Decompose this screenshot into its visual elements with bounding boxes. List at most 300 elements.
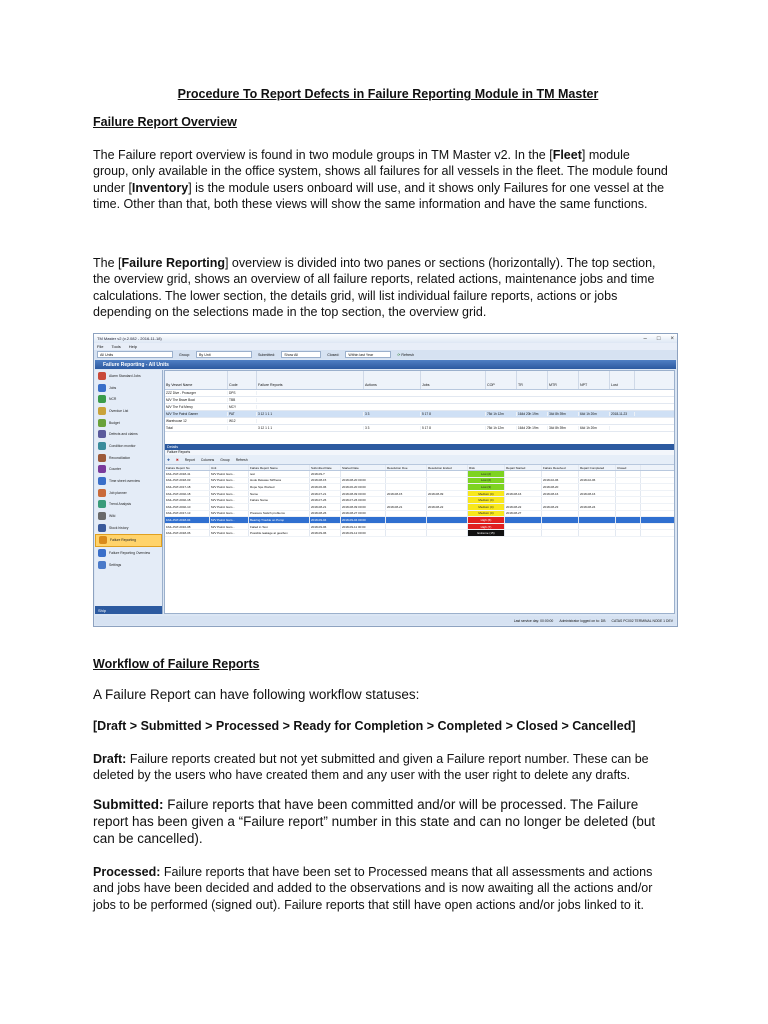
details-cell: 2018-09-? [310,471,341,477]
module-icon [98,442,106,450]
paragraph-overview [93,147,668,213]
menu-tools[interactable]: Tools [111,344,121,349]
details-cell [616,491,641,497]
details-cell [579,471,616,477]
details-cell: M/V Patrol Gam... [210,478,249,484]
details-cell [505,471,542,477]
details-cell: 2018-08-09 00:00 [341,504,386,510]
details-cell: Failed in Test [249,524,310,530]
details-column-header[interactable]: Closed [616,465,641,470]
risk-badge: Medium (4) [468,504,505,510]
text-run: ] is the module users onboard will use, and it shows only Failures for one vessel at the time. Other than that, both these views will show the same information and have the same functions. [93,180,665,212]
sidebar-item-label: Counter [109,467,122,472]
overview-cell: 3 3 [364,412,421,416]
sidebar-item[interactable] [95,382,162,394]
overview-column-header[interactable]: Lost [610,371,635,389]
menu-file[interactable]: File [97,344,104,349]
risk-badge: Extreme (15) [468,530,505,536]
details-cell [427,517,468,523]
details-cell: 2018-02-06 [579,478,616,484]
submitted-select[interactable]: Show All [281,351,321,358]
details-row[interactable] [165,484,674,491]
overview-grid-body [165,390,674,432]
module-icon [98,465,106,473]
details-cell [579,517,616,523]
details-cell: 2018-08-16 [542,491,579,497]
details-cell: 2018-08-23 [542,504,579,510]
details-cell: 2018-09-11 00:00 [341,524,386,530]
sidebar-item-label: Overdue List [109,408,129,413]
details-cell [386,497,427,503]
details-cell: M/V Patrol Gam... [210,497,249,503]
sidebar-item-label: Job planner [109,490,127,495]
paragraph-processed [93,864,668,913]
sidebar [95,370,163,614]
details-cell: 2018-09-06 [310,530,341,536]
module-icon [98,384,106,392]
main-pane [164,370,675,614]
details-cell [616,497,641,503]
overview-cell: DPS [228,391,257,395]
overview-grid-header [165,371,674,390]
toolbar [94,350,677,359]
refresh-button[interactable] [397,353,414,357]
overview-cell: 164d 20h 19m [517,426,548,430]
details-cell: FAIL-PAT-2002-18 [165,491,210,497]
details-row[interactable] [165,478,674,485]
details-column-header[interactable]: Failure Report Name [249,465,310,470]
bold-text-failure-reporting: Failure Reporting [121,256,225,270]
details-cell: M/V Patrol Gam... [210,530,249,536]
details-cell [386,517,427,523]
details-cell: 2018-08-27 00:00 [341,511,386,517]
details-cell [427,524,468,530]
menu-help[interactable]: Help [128,344,138,349]
overview-row[interactable] [165,390,674,397]
overview-cell: MCY [228,405,257,409]
sidebar-item[interactable] [95,393,162,405]
text-run: ] overview is divided into two panes or sections (horizontally). The top section, the overview grid, shows an overview of all failure reports, related actions, maintenance jobs and time calculations. The lower section, the details grid, will list individual failure reports, actions or jobs depending on the selections made in the top section, the overview grid. [93,256,656,320]
overview-cell: 75d 1h 12m [486,426,517,430]
risk-badge: Low (3) [468,484,505,490]
details-cell: M/V Patrol Gam... [210,491,249,497]
label-submitted: Submitted: [93,797,164,812]
overview-cell: 2018-11-23 [610,412,635,416]
sidebar-item[interactable] [95,534,162,548]
overview-cell: 64d 1h 20m [579,412,610,416]
details-cell: FAIL-PAT-2017-13 [165,511,210,517]
window-title: TM Master v2 (v.2.082 - 2016-11-18) [97,336,162,341]
paragraph-draft [93,751,668,784]
overview-cell: 3 3 [364,426,421,430]
module-icon [98,561,106,569]
overview-row[interactable] [165,404,674,411]
details-column-header[interactable]: Risk [468,465,505,470]
text-run: Failure reports that have been committed and/or will be processed. The Failure report has been given a “Failure report” number in this state and can no longer be deleted (but can be cancelled). [93,797,656,846]
details-cell: Failure Name [249,497,310,503]
details-toolbar [165,455,674,465]
status-service-day: Last service day: 00:00:00 [513,618,554,623]
sidebar-item[interactable] [95,475,162,487]
sidebar-item-label: Settings [109,562,122,567]
module-icon [98,395,106,403]
module-icon [98,549,106,557]
group-select[interactable]: By Unit [196,351,252,358]
overview-cell: 164d 20h 19m [517,412,548,416]
sidebar-item-label: Reconciliation [109,455,131,460]
overview-row[interactable] [165,425,674,432]
label-processed: Processed: [93,865,161,879]
new-icon[interactable]: ✚ [167,457,170,462]
details-cell: 2018-08-16 [505,491,542,497]
risk-badge: Medium (4) [468,497,505,503]
overview-cell: Total [165,426,228,430]
details-cell [616,471,641,477]
risk-badge: Medium (4) [468,511,505,517]
overview-column-header[interactable]: NPT [579,371,610,389]
details-cell: 2018-08-22 [427,504,468,510]
sidebar-item-label: Wiki [109,514,116,519]
details-cell: 2018-08-21 [310,504,341,510]
details-cell [427,530,468,536]
details-column-header[interactable]: Resolution Ended [427,465,468,470]
details-cell [542,511,579,517]
sidebar-item[interactable] [95,428,162,440]
closed-label: Closed: [327,352,340,357]
overview-cell: 3 12 1 1 1 [257,412,364,416]
details-cell: 2018-08-15 [386,491,427,497]
details-cell: 2018-09-12 00:00 [341,530,386,536]
overview-column-header[interactable]: Jobs [421,371,486,389]
status-login: Administrator logged on to: DB [559,618,606,623]
overview-cell: 3 12 1 1 1 [257,426,364,430]
details-cell [427,484,468,490]
details-cell: 2018-08-21 [386,504,427,510]
overview-row[interactable] [165,418,674,425]
details-cell [427,478,468,484]
module-icon [98,500,106,508]
details-cell: FAIL-PAT-2018-41 [165,471,210,477]
sidebar-item[interactable] [95,405,162,417]
columns-button[interactable]: Columns [200,457,215,462]
details-cell [616,517,641,523]
window-titlebar [94,334,677,343]
section-heading-overview: Failure Report Overview [93,115,237,129]
details-row[interactable] [165,511,674,518]
overview-cell: 5 17 8 [421,426,486,430]
module-icon [99,536,107,544]
sidebar-item[interactable] [95,510,162,522]
details-cell [542,517,579,523]
details-cell: 2018-08-27 [505,511,542,517]
details-row[interactable] [165,491,674,498]
module-icon [98,524,106,532]
overview-cell: 64d 1h 20m [579,426,610,430]
label-draft: Draft: [93,752,127,766]
details-cell: 2018-09-04 00:00 [341,517,386,523]
details-cell [505,524,542,530]
details-cell [386,484,427,490]
text-run: Failure reports that have been set to Processed means that all assessments and actions and jobs have been decided and added to the observations and is now awaiting all the actions and/or jobs to be performed (signed out). Failure reports that still have open actions and/or jobs linked to it. [93,865,653,912]
sidebar-item[interactable] [95,547,162,559]
details-cell: 2018-08-24 [579,504,616,510]
sidebar-item-label: Failure Reporting Overview [109,551,151,556]
details-cell: 2018-08-09 [427,491,468,497]
details-cell [579,511,616,517]
sidebar-item[interactable] [95,452,162,464]
minimize-icon[interactable]: – [643,335,647,342]
details-cell [249,504,310,510]
details-cell: 2018-08-22 [505,504,542,510]
sidebar-item[interactable] [95,417,162,429]
overview-cell: M/V The Patrol Gamer [165,412,228,416]
details-cell [542,524,579,530]
details-cell [386,530,427,536]
details-cell: 2018-08-15 [310,478,341,484]
sidebar-item-label: Defects and claims [109,432,138,437]
details-cell: 2018-09-06 [310,524,341,530]
sidebar-item-label: Alarm Standard Jobs [109,373,141,378]
module-icon [98,372,106,380]
sidebar-item-label: Time sheet overview [109,479,140,484]
details-cell [542,530,579,536]
page-title: Procedure To Report Defects in Failure Reporting Module in TM Master [177,87,599,101]
details-tab[interactable]: Failure Reports [165,450,674,455]
details-row[interactable] [165,517,674,524]
sidebar-footer[interactable]: Ship [95,606,162,614]
overview-cell: 5 17 8 [421,412,486,416]
details-cell: Name [249,491,310,497]
details-column-header[interactable]: Started Date [341,465,386,470]
details-cell [616,478,641,484]
menu-bar [94,343,677,350]
refresh-label: Refresh [401,352,414,357]
group-label: Group: [179,352,190,357]
overview-cell: M/V The Ful Mercy [165,405,228,409]
details-cell: FAIL-PAT-2017-18 [165,484,210,490]
details-cell: M/V Patrol Gam... [210,471,249,477]
module-icon [98,477,106,485]
module-header-title: Failure Reporting - All Units [103,361,169,368]
module-icon [98,407,106,415]
overview-column-header[interactable]: TR [517,371,548,389]
overview-cell: ZZZ Dive - Prosurger [165,391,228,395]
details-cell [386,511,427,517]
details-cell: 2018-08-09 00:00 [341,491,386,497]
details-cell: FAIL-PAT-2002-10 [165,504,210,510]
overview-cell: 34d 8h 39m [548,426,579,430]
paragraph-failure-reporting [93,255,668,321]
sidebar-item[interactable] [95,487,162,499]
details-cell [616,511,641,517]
overview-column-header[interactable]: MTR [548,371,579,389]
details-cell: M/V Patrol Gam... [210,511,249,517]
details-cell [427,471,468,477]
overview-row[interactable] [165,411,674,418]
details-cell [386,471,427,477]
overview-row[interactable] [165,397,674,404]
details-cell [579,530,616,536]
paragraph-submitted [93,796,668,847]
details-cell [579,524,616,530]
details-cell: FAIL-PAT-2016-08 [165,524,210,530]
module-icon [98,454,106,462]
details-cell [505,517,542,523]
overview-column-header[interactable]: COP [486,371,517,389]
overview-spacer [165,432,674,444]
paragraph-workflow-statuses: [Draft > Submitted > Processed > Ready for Completion > Completed > Closed > Cancelled] [93,719,636,733]
details-cell: 2018-06-06 [310,484,341,490]
details-cell: Bearing Trouble on Pump [249,517,310,523]
maximize-icon[interactable]: □ [656,335,661,342]
module-icon [98,512,106,520]
tm-master-screenshot [93,333,678,627]
details-column-header[interactable]: Repair Started [505,465,542,470]
details-column-header[interactable]: Unit [210,465,249,470]
details-cell: FAIL-PAT-2018-03 [165,478,210,484]
sidebar-item-label: Failure Reporting [110,538,137,543]
details-cell: M/V Patrol Gam... [210,504,249,510]
risk-badge: Low (2) [468,471,505,477]
details-cell [427,511,468,517]
overview-cell: TBB [228,398,257,402]
details-cell: 2018-09-04 [310,517,341,523]
details-cell: 2018-08-20 00:00 [341,478,386,484]
unit-filter-select[interactable]: All Units [97,351,173,358]
details-cell: Hook Release Stiffness [249,478,310,484]
details-cell [386,524,427,530]
details-cell [505,478,542,484]
details-column-header[interactable]: Failure Report No [165,465,210,470]
risk-badge: Low (2) [468,478,505,484]
sidebar-list [95,370,162,571]
details-grid-body [165,471,674,537]
status-node: CATAS PC002 TERMINAL NODE 1 DEV [611,618,673,623]
details-cell [616,530,641,536]
details-cell: FAIL-PAT-2002-18 [165,497,210,503]
overview-cell: Warehouse 12 [165,419,228,423]
sidebar-item-label: Jobs [109,385,117,390]
details-bar: Details [165,444,674,450]
details-row[interactable] [165,524,674,531]
sidebar-item[interactable] [95,370,162,382]
module-header [95,360,676,369]
overview-column-header[interactable]: Code [228,371,257,389]
report-button[interactable]: Report [184,457,195,462]
details-column-header[interactable]: Submitted Date [310,465,341,470]
details-cell [386,478,427,484]
module-icon [98,430,106,438]
closed-select[interactable]: Within last Year [345,351,391,358]
details-cell [341,471,386,477]
details-cell [616,484,641,490]
bold-text-inventory: Inventory [131,180,189,195]
details-cell: Rope Spe Worked [249,484,310,490]
details-cell [579,484,616,490]
details-row[interactable] [165,504,674,511]
text-run: ] module group, only available in the office system, shows all failures for all vessels in the fleet. The module found under [ [93,148,668,195]
overview-cell: M/V The Brave Boat [165,398,228,402]
details-cell: Pressure Switch problems [249,511,310,517]
sidebar-item-label: Stock history [109,525,129,530]
overview-column-header[interactable]: Failure Reports [257,371,364,389]
sidebar-item[interactable] [95,522,162,534]
details-cell [616,504,641,510]
details-cell [427,497,468,503]
details-cell [542,497,579,503]
details-cell: M/V Patrol Gam... [210,524,249,530]
paragraph-workflow-intro: A Failure Report can have following workflow statuses: [93,687,420,702]
risk-badge: Medium (4) [468,491,505,497]
overview-cell: 75d 1h 12m [486,412,517,416]
overview-column-header[interactable]: By Vessel Name [165,371,228,389]
delete-icon[interactable]: ✖ [175,457,179,462]
details-row[interactable] [165,497,674,504]
module-icon [98,419,106,427]
text-run: The Failure report overview is found in two module groups in TM Master v2. In the [ [93,148,553,162]
details-cell: 2018-08-26 [310,511,341,517]
window-controls [644,336,674,342]
sidebar-item[interactable] [95,440,162,452]
details-cell: 2018-06-20 00:00 [341,484,386,490]
details-cell: 2018-07-21 [310,491,341,497]
details-cell: 2018-08-20 [542,484,579,490]
details-cell: FAIL-PAT-2018-06 [165,530,210,536]
text-run: Failure reports created but not yet submitted and given a Failure report number. These can be deleted by the users who have created them and any user with the user right to delete any drafts. [93,752,649,783]
sidebar-item-label: Budget [109,420,120,425]
close-icon[interactable]: × [670,335,674,342]
risk-badge: High (7) [468,524,505,530]
text-run: The [ [93,256,122,270]
details-row[interactable] [165,471,674,478]
details-cell: 2018-07-26 00:00 [341,497,386,503]
details-column-header[interactable]: Resolution Due [386,465,427,470]
details-cell [542,471,579,477]
details-cell: M/V Patrol Gam... [210,517,249,523]
section-heading-workflow: Workflow of Failure Reports [93,657,260,671]
details-cell: 2018-08-16 [579,491,616,497]
details-column-header[interactable]: Failure Resolved [542,465,579,470]
sidebar-item-label: Trend Analysis [109,502,132,507]
sidebar-item[interactable] [95,559,162,571]
overview-cell: PAT [228,412,257,416]
overview-cell: 34d 8h 39m [548,412,579,416]
sidebar-item[interactable] [95,499,162,511]
bold-text-fleet: Fleet [552,148,582,162]
overview-cell: W12 [228,419,257,423]
overview-column-header[interactable]: Actions [364,371,421,389]
submitted-label: Submitted: [258,352,276,357]
details-cell: test [249,471,310,477]
details-cell [505,484,542,490]
details-cell: 2018-07-26 [310,497,341,503]
details-row[interactable] [165,530,674,537]
sidebar-item-label: Condition monitor [109,443,136,448]
details-cell: 2018-02-06 [542,478,579,484]
sidebar-item-label: NCR [109,397,117,402]
risk-badge: High (6) [468,517,505,523]
sidebar-item[interactable] [95,464,162,476]
details-cell [579,497,616,503]
details-cell: Possible leakage at gearbox [249,530,310,536]
details-cell [505,530,542,536]
details-column-header[interactable]: Repair Completed [579,465,616,470]
group-button[interactable]: Group [220,457,230,462]
details-refresh-button[interactable]: Refresh [235,457,248,462]
details-cell [505,497,542,503]
status-bar [95,616,676,625]
module-icon [98,489,106,497]
